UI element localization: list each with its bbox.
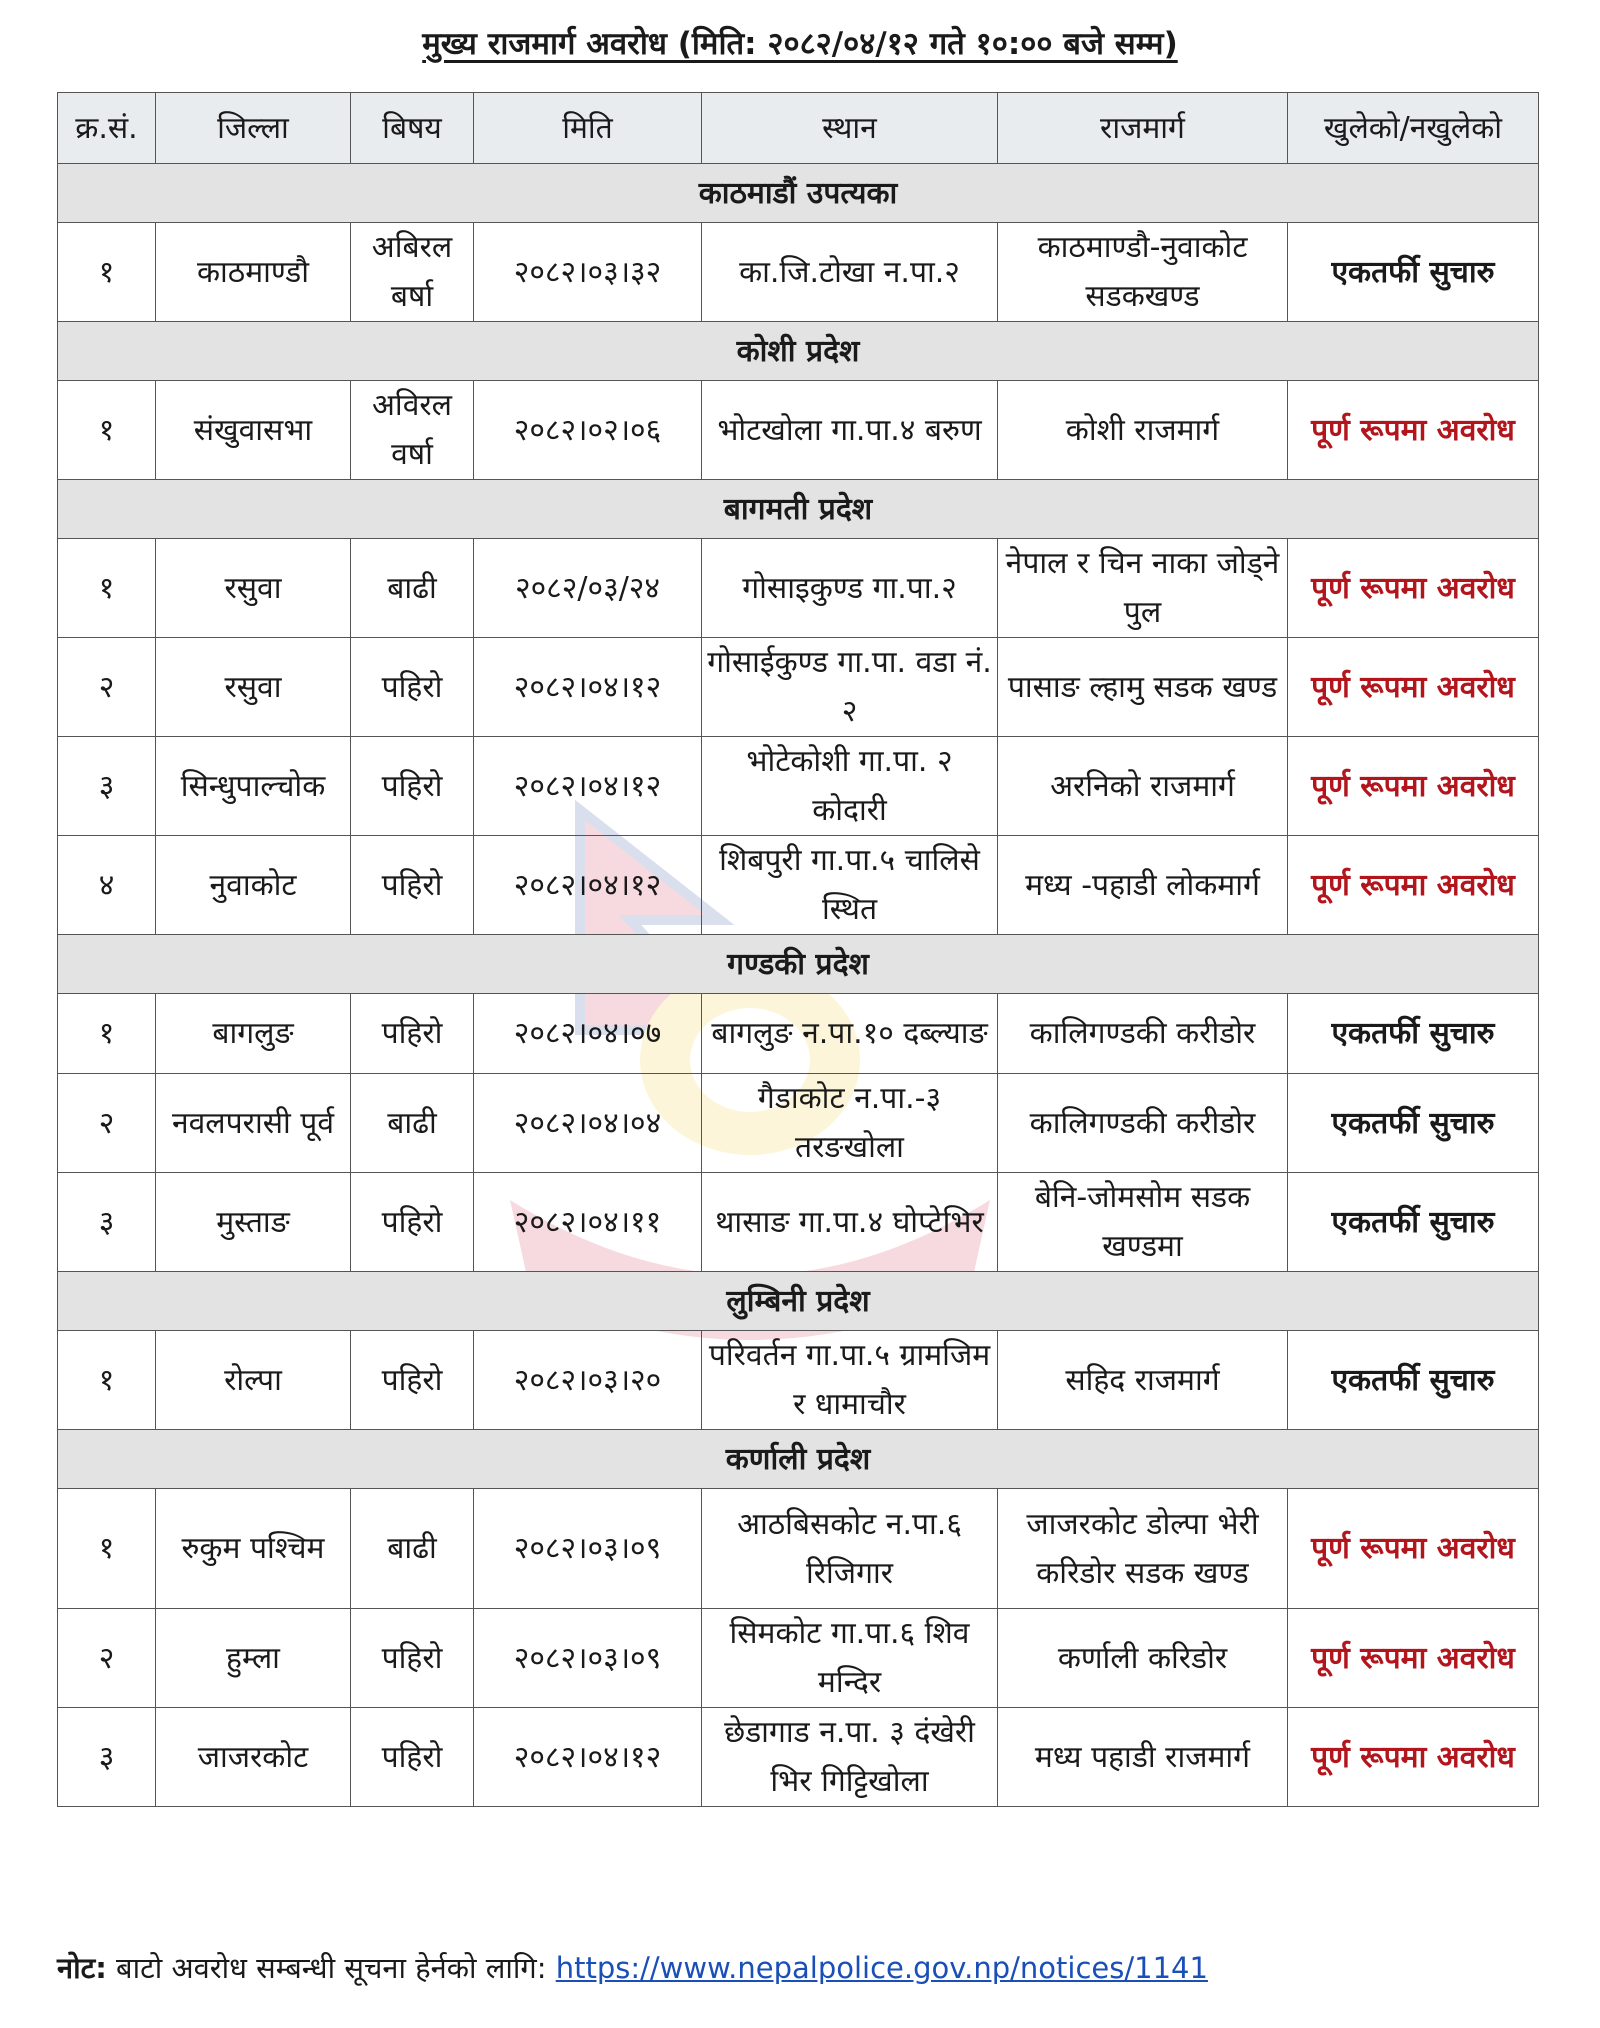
cell-serial: २	[58, 1609, 156, 1708]
header-date: मिति	[474, 93, 702, 164]
cell-subject: पहिरो	[351, 1331, 474, 1430]
cell-place: गोसाइकुण्ड गा.पा.२	[702, 539, 998, 638]
cell-highway: कालिगण्डकी करीडोर	[998, 1074, 1288, 1173]
table-row	[58, 1173, 1539, 1272]
cell-serial: १	[58, 1331, 156, 1430]
cell-serial: १	[58, 223, 156, 322]
cell-date: २०८२।०४।०४	[474, 1074, 702, 1173]
cell-date: २०८२।०३।०९	[474, 1489, 702, 1609]
header-subject: बिषय	[351, 93, 474, 164]
page-title	[0, 22, 1600, 64]
cell-district: नवलपरासी पूर्व	[156, 1074, 351, 1173]
region-row	[58, 935, 1539, 994]
cell-subject: पहिरो	[351, 1708, 474, 1807]
cell-highway: मध्य -पहाडी लोकमार्ग	[998, 836, 1288, 935]
cell-place: भोटेकोशी गा.पा. २ कोदारी	[702, 737, 998, 836]
cell-date: २०८२।०४।११	[474, 1173, 702, 1272]
cell-subject: पहिरो	[351, 638, 474, 737]
region-name: लुम्बिनी प्रदेश	[58, 1272, 1539, 1331]
cell-subject: पहिरो	[351, 737, 474, 836]
region-row	[58, 164, 1539, 223]
table-row	[58, 737, 1539, 836]
cell-subject: पहिरो	[351, 1173, 474, 1272]
cell-district: संखुवासभा	[156, 381, 351, 480]
cell-highway: कर्णाली करिडोर	[998, 1609, 1288, 1708]
cell-date: २०८२।०४।१२	[474, 737, 702, 836]
cell-status: पूर्ण रूपमा अवरोध	[1288, 1708, 1539, 1807]
cell-highway: सहिद राजमार्ग	[998, 1331, 1288, 1430]
cell-subject: पहिरो	[351, 994, 474, 1074]
cell-serial: २	[58, 1074, 156, 1173]
footer-note	[57, 1948, 1208, 1987]
cell-subject: बाढी	[351, 1074, 474, 1173]
cell-status: पूर्ण रूपमा अवरोध	[1288, 1609, 1539, 1708]
cell-highway: नेपाल र चिन नाका जोड्ने पुल	[998, 539, 1288, 638]
cell-place: थासाङ गा.पा.४ घोप्टेभिर	[702, 1173, 998, 1272]
highway-obstruction-table	[57, 92, 1539, 1807]
table-row	[58, 1609, 1539, 1708]
cell-serial: ४	[58, 836, 156, 935]
cell-serial: १	[58, 994, 156, 1074]
cell-serial: १	[58, 539, 156, 638]
cell-subject: अविरल वर्षा	[351, 381, 474, 480]
cell-place: आठबिसकोट न.पा.६ रिजिगार	[702, 1489, 998, 1609]
cell-serial: १	[58, 1489, 156, 1609]
cell-status: पूर्ण रूपमा अवरोध	[1288, 737, 1539, 836]
cell-status: पूर्ण रूपमा अवरोध	[1288, 638, 1539, 737]
note-label: नोट:	[57, 1951, 107, 1985]
cell-place: शिबपुरी गा.पा.५ चालिसे स्थित	[702, 836, 998, 935]
cell-status: एकतर्फी सुचारु	[1288, 994, 1539, 1074]
cell-date: २०८२।०२।०६	[474, 381, 702, 480]
cell-highway: मध्य पहाडी राजमार्ग	[998, 1708, 1288, 1807]
cell-status: एकतर्फी सुचारु	[1288, 1331, 1539, 1430]
cell-place: बागलुङ न.पा.१० दब्ल्याङ	[702, 994, 998, 1074]
header-district: जिल्ला	[156, 93, 351, 164]
cell-district: काठमाण्डौ	[156, 223, 351, 322]
region-row	[58, 322, 1539, 381]
cell-district: नुवाकोट	[156, 836, 351, 935]
cell-serial: ३	[58, 737, 156, 836]
table-row	[58, 223, 1539, 322]
note-text: बाटो अवरोध सम्बन्धी सूचना हेर्नको लागि:	[116, 1951, 547, 1985]
cell-date: २०८२।०४।०७	[474, 994, 702, 1074]
cell-highway: अरनिको राजमार्ग	[998, 737, 1288, 836]
cell-status: एकतर्फी सुचारु	[1288, 1074, 1539, 1173]
cell-subject: पहिरो	[351, 836, 474, 935]
cell-subject: पहिरो	[351, 1609, 474, 1708]
region-name: काठमाडौं उपत्यका	[58, 164, 1539, 223]
region-row	[58, 1272, 1539, 1331]
table-row	[58, 1489, 1539, 1609]
cell-serial: ३	[58, 1173, 156, 1272]
cell-subject: अबिरल बर्षा	[351, 223, 474, 322]
cell-place: भोटखोला गा.पा.४ बरुण	[702, 381, 998, 480]
cell-date: २०८२।०४।१२	[474, 836, 702, 935]
cell-status: पूर्ण रूपमा अवरोध	[1288, 539, 1539, 638]
cell-date: २०८२/०३/२४	[474, 539, 702, 638]
cell-place: गैडाकोट न.पा.-३ तरङखोला	[702, 1074, 998, 1173]
cell-highway: काठमाण्डौ-नुवाकोट सडकखण्ड	[998, 223, 1288, 322]
region-name: कर्णाली प्रदेश	[58, 1430, 1539, 1489]
cell-date: २०८२।०४।१२	[474, 638, 702, 737]
cell-district: बागलुङ	[156, 994, 351, 1074]
cell-date: २०८२।०४।१२	[474, 1708, 702, 1807]
region-name: बागमती प्रदेश	[58, 480, 1539, 539]
cell-district: सिन्धुपाल्चोक	[156, 737, 351, 836]
cell-status: पूर्ण रूपमा अवरोध	[1288, 1489, 1539, 1609]
cell-district: रसुवा	[156, 539, 351, 638]
table-header-row	[58, 93, 1539, 164]
header-highway: राजमार्ग	[998, 93, 1288, 164]
region-name: कोशी प्रदेश	[58, 322, 1539, 381]
table-row	[58, 836, 1539, 935]
cell-place: सिमकोट गा.पा.६ शिव मन्दिर	[702, 1609, 998, 1708]
cell-subject: बाढी	[351, 539, 474, 638]
cell-serial: २	[58, 638, 156, 737]
cell-place: गोसाईकुण्ड गा.पा. वडा नं. २	[702, 638, 998, 737]
table-row	[58, 1074, 1539, 1173]
table-row	[58, 539, 1539, 638]
header-serial: क्र.सं.	[58, 93, 156, 164]
cell-highway: पासाङ ल्हामु सडक खण्ड	[998, 638, 1288, 737]
header-status: खुलेको/नखुलेको	[1288, 93, 1539, 164]
cell-district: रुकुम पश्चिम	[156, 1489, 351, 1609]
region-row	[58, 1430, 1539, 1489]
cell-status: एकतर्फी सुचारु	[1288, 1173, 1539, 1272]
notice-link[interactable]: https://www.nepalpolice.gov.np/notices/1141	[555, 1951, 1208, 1985]
cell-status: पूर्ण रूपमा अवरोध	[1288, 836, 1539, 935]
cell-district: रोल्पा	[156, 1331, 351, 1430]
region-name: गण्डकी प्रदेश	[58, 935, 1539, 994]
cell-status: एकतर्फी सुचारु	[1288, 223, 1539, 322]
table-row	[58, 638, 1539, 737]
cell-date: २०८२।०३।२०	[474, 1331, 702, 1430]
header-place: स्थान	[702, 93, 998, 164]
cell-district: हुम्ला	[156, 1609, 351, 1708]
cell-date: २०८२।०३।०९	[474, 1609, 702, 1708]
cell-subject: बाढी	[351, 1489, 474, 1609]
cell-serial: ३	[58, 1708, 156, 1807]
cell-district: मुस्ताङ	[156, 1173, 351, 1272]
cell-status: पूर्ण रूपमा अवरोध	[1288, 381, 1539, 480]
cell-place: का.जि.टोखा न.पा.२	[702, 223, 998, 322]
cell-place: छेडागाड न.पा. ३ दंखेरी भिर गिट्टिखोला	[702, 1708, 998, 1807]
cell-highway: जाजरकोट डोल्पा भेरी करिडोर सडक खण्ड	[998, 1489, 1288, 1609]
table-row	[58, 1708, 1539, 1807]
table-row	[58, 1331, 1539, 1430]
cell-district: जाजरकोट	[156, 1708, 351, 1807]
region-row	[58, 480, 1539, 539]
cell-place: परिवर्तन गा.पा.५ ग्रामजिम र धामाचौर	[702, 1331, 998, 1430]
table-row	[58, 994, 1539, 1074]
cell-highway: बेनि-जोमसोम सडक खण्डमा	[998, 1173, 1288, 1272]
cell-serial: १	[58, 381, 156, 480]
table-row	[58, 381, 1539, 480]
cell-date: २०८२।०३।३२	[474, 223, 702, 322]
cell-highway: कोशी राजमार्ग	[998, 381, 1288, 480]
page-title-text: मुख्य राजमार्ग अवरोध (मिति: २०८२/०४/१२ गते १०:०० बजे सम्म)	[422, 26, 1178, 62]
cell-district: रसुवा	[156, 638, 351, 737]
cell-highway: कालिगण्डकी करीडोर	[998, 994, 1288, 1074]
